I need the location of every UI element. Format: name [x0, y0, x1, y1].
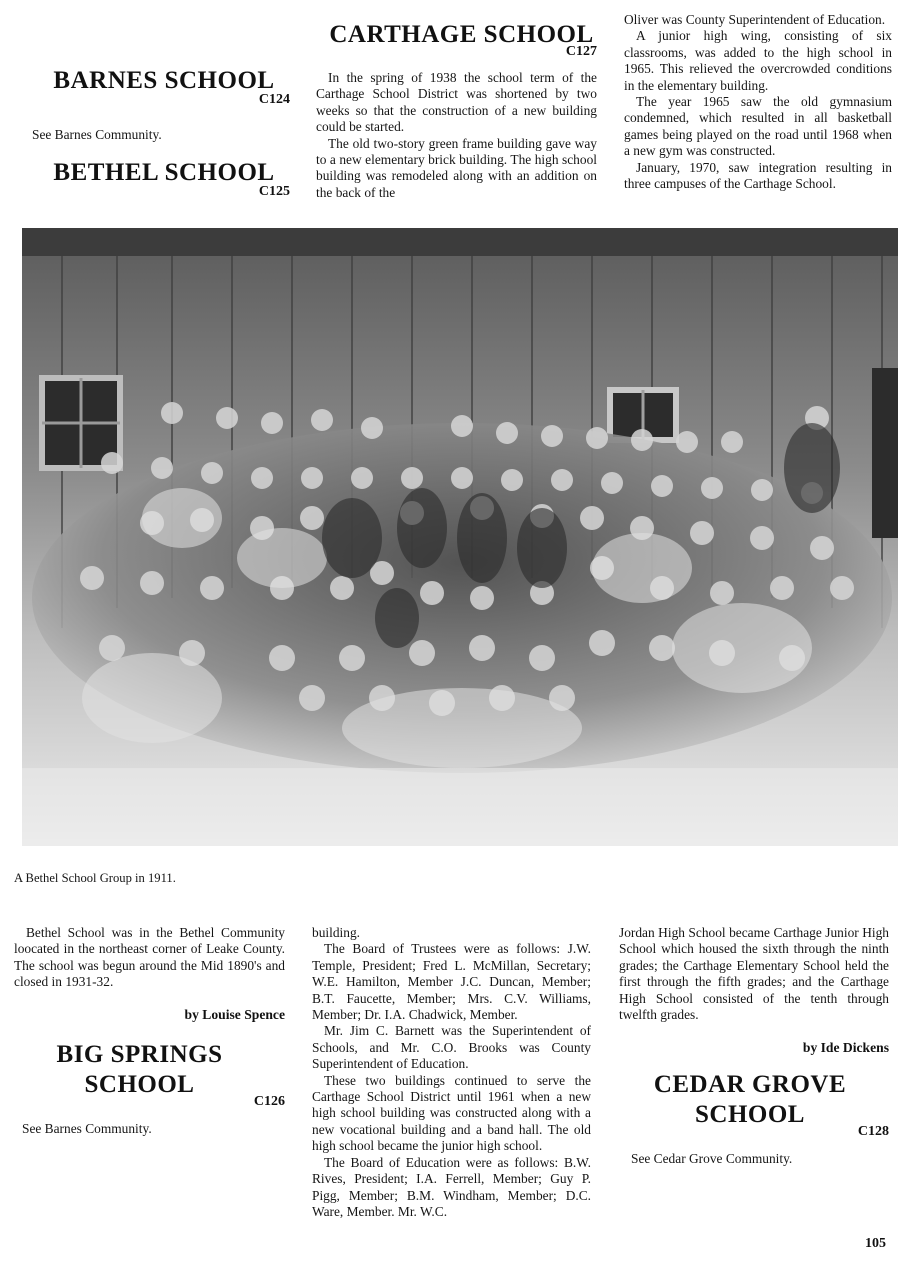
cedar-grove-heading-line1: CEDAR GROVE [653, 1071, 847, 1098]
barnes-school-code: C124 [258, 92, 290, 107]
page-number: 105 [865, 1236, 886, 1251]
carthage-school-bottom-right-column [619, 925, 889, 1056]
bethel-school-group-photo [22, 228, 898, 846]
big-springs-heading-line1: BIG SPRINGS [56, 1041, 223, 1068]
bethel-school-body [14, 925, 285, 1023]
carthage-paragraph: The Board of Trustees were as follows: J.W. Temple, President; Fred L. McMillan, Secretary; W.E. Hamilton, Member J.C. Duncan, Member; B.T. Faucette, Member; Mrs. C.V. Williams, Member; Dr. I.A. Chadwick, Member. [312, 941, 591, 1023]
carthage-paragraph: building. [312, 925, 360, 940]
carthage-paragraph: The old two-story green frame building gave way to a new elementary brick building. The high school building was remodeled along with an addition on the back of the [316, 135, 597, 200]
carthage-school-heading: CARTHAGE SCHOOL [329, 21, 594, 48]
carthage-school-code: C127 [565, 44, 597, 59]
carthage-school-top-right-column [624, 12, 892, 192]
cedar-grove-heading-line2: SCHOOL [695, 1101, 805, 1128]
group-photo-illustration [22, 228, 898, 846]
bethel-byline: by Louise Spence [184, 1006, 285, 1022]
big-springs-heading-line2: SCHOOL [84, 1071, 195, 1098]
carthage-paragraph: January, 1970, saw integration resulting in three campuses of the Carthage School. [624, 159, 892, 192]
bethel-school-heading-section [30, 158, 290, 200]
carthage-school-top-section [316, 20, 597, 201]
carthage-paragraph: A junior high wing, consisting of six classrooms, was added to the high school in 1965. This relieved the overcrowded conditions in the elementary building. [624, 28, 892, 93]
carthage-paragraph: The year 1965 saw the old gymnasium condemned, which resulted in all basketball games being played on the road until 1968 when a new gym was constructed. [624, 94, 892, 159]
barnes-school-see-also: See Barnes Community. [32, 127, 162, 142]
bethel-school-heading: BETHEL SCHOOL [53, 159, 275, 186]
carthage-school-bottom-column [312, 925, 591, 1220]
cedar-grove-school-section [619, 1070, 889, 1167]
carthage-byline: by Ide Dickens [802, 1040, 889, 1056]
big-springs-code: C126 [253, 1094, 285, 1109]
carthage-paragraph: These two buildings continued to serve the Carthage School District until 1961 when a new high school building was constructed along with a new vocational building and a band hall. The old high school became the junior high school. [312, 1072, 591, 1154]
carthage-paragraph: In the spring of 1938 the school term of the Carthage School District was shortened by two weeks so that the construction of a new building could be started. [316, 70, 597, 135]
cedar-grove-see-also: See Cedar Grove Community. [631, 1151, 793, 1166]
barnes-school-section [30, 66, 290, 143]
barnes-school-heading: BARNES SCHOOL [53, 67, 275, 94]
carthage-paragraph: Mr. Jim C. Barnett was the Superintendent of Schools, and Mr. C.O. Brooks was County Superintendent of Education. [312, 1023, 591, 1072]
bethel-paragraph: Bethel School was in the Bethel Community loocated in the northeast corner of Leake County. The school was begun around the Mid 1890's and closed in 1931-32. [14, 925, 285, 990]
bethel-school-code: C125 [258, 184, 290, 199]
carthage-paragraph: Jordan High School became Carthage Junior High School which housed the sixth through the ninth grades; the Carthage Elementary School held the first through the fifth grades; and the Carthage High School consisted of the tenth through twelfth grades. [619, 925, 889, 1023]
photo-caption: A Bethel School Group in 1911. [14, 871, 176, 885]
cedar-grove-code: C128 [857, 1124, 889, 1139]
big-springs-see-also: See Barnes Community. [22, 1121, 152, 1136]
carthage-paragraph: The Board of Education were as follows: B.W. Rives, President; I.A. Ferrell, Member; Guy P. Pigg, Member; B.M. Windham, Member; D.C. Ware, Member. Mr. W.C. [312, 1154, 591, 1219]
carthage-paragraph: Oliver was County Superintendent of Education. [624, 12, 886, 27]
big-springs-school-section [14, 1040, 285, 1137]
